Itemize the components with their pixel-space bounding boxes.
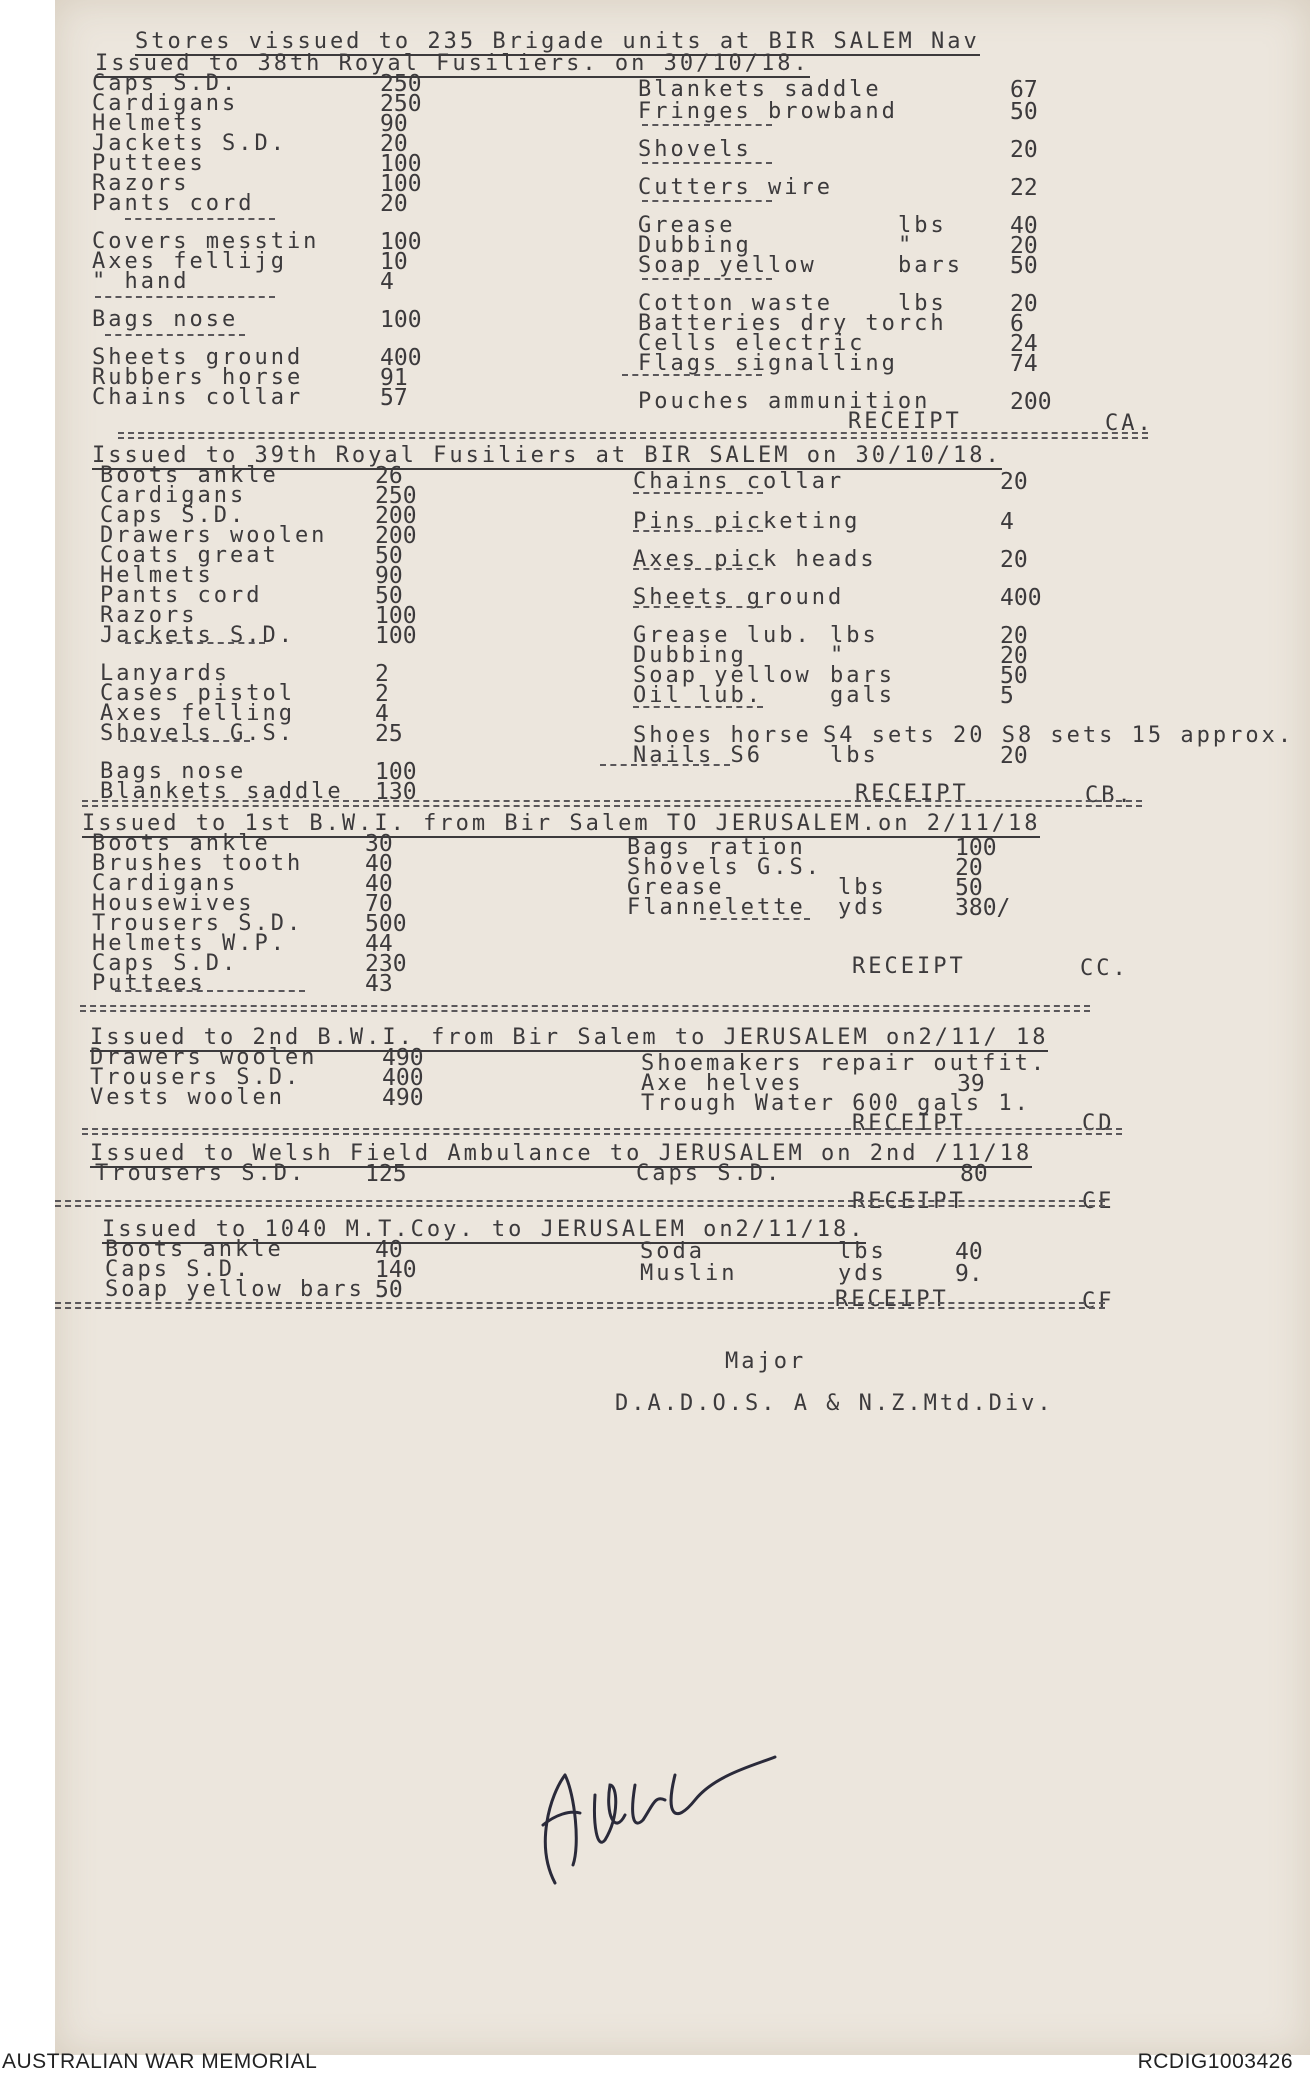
item-name: Axes pick heads <box>633 547 877 572</box>
dashed-rule <box>120 740 250 742</box>
page-title: Stores vissued to 235 Brigade units at BIR SALEM Nav <box>135 29 980 54</box>
dashed-rule <box>105 334 245 336</box>
item-quantity: 50 <box>1010 99 1038 125</box>
item-name: Axes felling <box>100 701 295 726</box>
receipt-label: RECEIPT <box>848 409 962 434</box>
item-name: Muslin <box>640 1261 738 1286</box>
dashed-rule <box>125 642 265 644</box>
item-name: Helmets <box>100 563 214 588</box>
double-rule <box>55 1200 1105 1207</box>
dashed-rule <box>633 492 763 494</box>
receipt-code: CA. <box>1105 411 1154 436</box>
item-name: Coats great <box>100 543 279 568</box>
signature-rank: Major <box>725 1349 807 1374</box>
item-name: Cardigans <box>100 483 247 508</box>
item-unit: " <box>830 643 847 668</box>
item-quantity: 25 <box>375 721 403 747</box>
item-name: " hand <box>92 269 190 294</box>
dashed-rule <box>600 764 730 766</box>
item-quantity: 50 <box>375 1277 403 1303</box>
item-quantity: 200 <box>1010 389 1052 415</box>
item-name: Sheets ground <box>92 345 304 370</box>
item-name: Pouches ammunition <box>638 389 931 414</box>
dashed-rule <box>642 162 772 164</box>
item-name: Cutters wire <box>638 175 833 200</box>
item-name: Shovels <box>638 137 752 162</box>
item-name: Fringes browband <box>638 99 898 124</box>
receipt-label: RECEIPT <box>852 1189 966 1214</box>
item-name: Blankets saddle <box>100 779 344 804</box>
item-name: Flags signalling <box>638 351 898 376</box>
item-quantity: 50 <box>375 543 403 569</box>
item-name: Dubbing <box>638 233 752 258</box>
item-name: Grease <box>638 213 736 238</box>
item-unit: lbs <box>898 291 947 316</box>
item-quantity: 20 <box>955 855 983 881</box>
dashed-rule <box>125 218 275 220</box>
item-name: Lanyards <box>100 661 230 686</box>
receipt-code: CD <box>1082 1111 1115 1136</box>
item-name: Puttees <box>92 971 206 996</box>
item-quantity: 20 <box>1000 469 1028 495</box>
item-quantity: 57 <box>380 385 408 411</box>
double-rule <box>82 800 1142 807</box>
item-name: Trousers S.D. <box>90 1065 302 1090</box>
item-quantity: 6 <box>1010 311 1024 337</box>
item-quantity: 200 <box>375 503 417 529</box>
dashed-rule <box>95 296 275 298</box>
item-quantity: 30 <box>365 831 393 857</box>
item-name: Trousers S.D. <box>95 1161 307 1186</box>
item-name: Puttees <box>92 151 206 176</box>
section-heading: Issued to 1040 M.T.Coy. to JERUSALEM on2/11/18. <box>102 1217 866 1242</box>
item-name: Soap yellow <box>638 253 817 278</box>
receipt-label: RECEIPT <box>852 1111 966 1136</box>
item-name: Grease lub. <box>633 623 812 648</box>
item-name: Trousers S.D. <box>92 911 304 936</box>
item-name: Jackets S.D. <box>92 131 287 156</box>
item-quantity: 39 <box>957 1071 985 1097</box>
item-quantity: 230 <box>365 951 407 977</box>
item-quantity: 44 <box>365 931 393 957</box>
item-quantity: 20 <box>1000 743 1028 769</box>
item-quantity: 380/ <box>955 895 1011 921</box>
receipt-code: CC. <box>1080 956 1129 981</box>
item-quantity: 40 <box>1010 213 1038 239</box>
item-name: Axe helves <box>641 1071 804 1096</box>
item-unit: gals <box>830 683 895 708</box>
item-name: Razors <box>92 171 190 196</box>
item-name: Pins picketing <box>633 509 861 534</box>
item-name: Cotton waste <box>638 291 833 316</box>
item-name: Nails S6 <box>633 743 763 768</box>
receipt-code: CB. <box>1085 783 1134 808</box>
item-name: Caps S.D. <box>100 503 247 528</box>
item-quantity: 20 <box>380 191 408 217</box>
item-unit: lbs <box>830 743 879 768</box>
item-quantity: 20 <box>1000 547 1028 573</box>
item-quantity: 2 <box>375 661 389 687</box>
item-name: Caps S.D. <box>105 1257 252 1282</box>
dashed-rule <box>642 200 772 202</box>
footer-record-id: RCDIG1003426 <box>1137 2050 1293 2073</box>
item-quantity: 50 <box>1010 253 1038 279</box>
item-name: Chains collar <box>92 385 304 410</box>
item-quantity: 100 <box>375 603 417 629</box>
item-name: Trough Water 600 gals 1. <box>641 1091 1031 1116</box>
item-quantity: 4 <box>1000 509 1014 535</box>
item-name: Shoes horse <box>633 723 812 748</box>
section-heading: Issued to 38th Royal Fusiliers. on 30/10/18. <box>95 51 810 76</box>
item-name: Oil lub. <box>633 683 763 708</box>
item-unit: lbs <box>830 623 879 648</box>
item-quantity: 100 <box>955 835 997 861</box>
item-quantity: 20 <box>380 131 408 157</box>
item-unit: lbs <box>838 1239 887 1264</box>
item-name: Grease <box>627 875 725 900</box>
item-quantity: 200 <box>375 523 417 549</box>
item-quantity: 400 <box>380 345 422 371</box>
item-quantity: 90 <box>380 111 408 137</box>
item-quantity: 91 <box>380 365 408 391</box>
receipt-label: RECEIPT <box>852 954 966 979</box>
item-quantity: 43 <box>365 971 393 997</box>
item-name: Cardigans <box>92 871 239 896</box>
item-quantity: 40 <box>365 871 393 897</box>
item-name: Shovels G.S. <box>100 721 295 746</box>
dashed-rule <box>642 278 772 280</box>
dashed-rule <box>700 918 810 920</box>
item-name: Brushes tooth <box>92 851 304 876</box>
item-quantity: 50 <box>375 583 403 609</box>
item-quantity: 10 <box>380 249 408 275</box>
item-name: Drawers woolen <box>100 523 328 548</box>
item-quantity: 250 <box>380 91 422 117</box>
dashed-rule <box>642 124 772 126</box>
section-heading: Issued to 39th Royal Fusiliers at BIR SALEM on 30/10/18. <box>92 443 1002 468</box>
item-unit: " <box>898 233 915 258</box>
item-name: Shovels G.S. <box>627 855 822 880</box>
item-quantity: 26 <box>375 463 403 489</box>
item-quantity: 100 <box>380 307 422 333</box>
item-quantity: 400 <box>382 1065 424 1091</box>
dashed-rule <box>633 530 763 532</box>
item-quantity: 90 <box>375 563 403 589</box>
section-heading: Issued to 1st B.W.I. from Bir Salem TO JERUSALEM.on 2/11/18 <box>82 811 1041 836</box>
item-name: Covers messtin <box>92 229 320 254</box>
item-quantity: 100 <box>375 623 417 649</box>
double-rule <box>118 432 1148 439</box>
item-quantity: 125 <box>365 1161 407 1187</box>
item-name: Pants cord <box>100 583 263 608</box>
item-quantity: 20 <box>1010 233 1038 259</box>
item-quantity: 50 <box>955 875 983 901</box>
item-name: Rubbers horse <box>92 365 304 390</box>
dashed-rule <box>633 568 763 570</box>
dashed-rule <box>622 374 762 376</box>
item-name: Cases pistol <box>100 681 295 706</box>
item-unit: yds <box>838 895 887 920</box>
item-quantity: 100 <box>380 229 422 255</box>
item-name: Dubbing <box>633 643 747 668</box>
handwritten-signature <box>525 1755 785 1905</box>
item-quantity: 20 <box>1010 137 1038 163</box>
item-name: Helmets W.P. <box>92 931 287 956</box>
item-quantity: 20 <box>1000 623 1028 649</box>
item-name: Soda <box>640 1239 705 1264</box>
dashed-rule <box>633 706 763 708</box>
item-name: Boots ankle <box>92 831 271 856</box>
dashed-rule <box>633 606 763 608</box>
item-name: Bags ration <box>627 835 806 860</box>
double-rule <box>80 1005 1090 1012</box>
item-quantity: 40 <box>365 851 393 877</box>
item-name: Housewives <box>92 891 255 916</box>
item-quantity: 5 <box>1000 683 1014 709</box>
item-name: Chains collar <box>633 469 845 494</box>
double-rule <box>82 1128 1122 1135</box>
item-unit: lbs <box>898 213 947 238</box>
item-name: Blankets saddle <box>638 77 882 102</box>
item-unit: lbs <box>838 875 887 900</box>
item-quantity: 67 <box>1010 77 1038 103</box>
item-name: Caps S.D. <box>92 951 239 976</box>
item-unit: bars <box>830 663 895 688</box>
receipt-label: RECEIPT <box>855 781 969 806</box>
item-quantity: 20 <box>1000 643 1028 669</box>
item-quantity: 9. <box>955 1261 983 1287</box>
item-name: Caps S.D. <box>636 1161 783 1186</box>
item-quantity: 24 <box>1010 331 1038 357</box>
item-quantity: 140 <box>375 1257 417 1283</box>
item-quantity: 40 <box>955 1239 983 1265</box>
item-quantity: 130 <box>375 779 417 805</box>
item-name: Drawers woolen <box>90 1045 318 1070</box>
item-quantity: 100 <box>380 151 422 177</box>
item-unit: S4 sets 20 S8 sets 15 approx. <box>823 723 1295 748</box>
item-quantity: 100 <box>375 759 417 785</box>
item-name: Cells electric <box>638 331 866 356</box>
item-quantity: 100 <box>380 171 422 197</box>
item-name: Bags nose <box>100 759 247 784</box>
section-heading: Issued to Welsh Field Ambulance to JERUSALEM on 2nd /11/18 <box>90 1141 1033 1166</box>
item-name: Razors <box>100 603 198 628</box>
item-name: Soap yellow bars <box>105 1277 365 1302</box>
item-unit: bars <box>898 253 963 278</box>
item-quantity: 22 <box>1010 175 1038 201</box>
item-name: Caps S.D. <box>92 71 239 96</box>
item-unit: yds <box>838 1261 887 1286</box>
signature-office: D.A.D.O.S. A & N.Z.Mtd.Div. <box>615 1391 1054 1416</box>
item-name: Flannelette <box>627 895 806 920</box>
item-name: Soap yellow <box>633 663 812 688</box>
footer-archive-name: AUSTRALIAN WAR MEMORIAL <box>2 2050 318 2073</box>
section-heading: Issued to 2nd B.W.I. from Bir Salem to JERUSALEM on2/11/ 18 <box>90 1025 1049 1050</box>
item-quantity: 400 <box>1000 585 1042 611</box>
item-name: Vests woolen <box>90 1085 285 1110</box>
item-quantity: 250 <box>380 71 422 97</box>
item-quantity: 80 <box>960 1161 988 1187</box>
dashed-rule <box>115 990 305 992</box>
item-name: Jackets S.D. <box>100 623 295 648</box>
item-quantity: 250 <box>375 483 417 509</box>
item-quantity: 500 <box>365 911 407 937</box>
item-name: Axes fellijg <box>92 249 287 274</box>
item-quantity: 4 <box>375 701 389 727</box>
item-name: Boots ankle <box>100 463 279 488</box>
item-quantity: 4 <box>380 269 394 295</box>
receipt-code: CE <box>1082 1189 1115 1214</box>
item-name: Bags nose <box>92 307 239 332</box>
item-quantity: 2 <box>375 681 389 707</box>
item-quantity: 74 <box>1010 351 1038 377</box>
item-name: Helmets <box>92 111 206 136</box>
item-quantity: 490 <box>382 1085 424 1111</box>
receipt-code: CF <box>1082 1289 1115 1314</box>
item-name: Sheets ground <box>633 585 845 610</box>
item-quantity: 70 <box>365 891 393 917</box>
item-quantity: 490 <box>382 1045 424 1071</box>
item-name: Batteries dry torch <box>638 311 947 336</box>
item-name: Boots ankle <box>105 1237 284 1262</box>
receipt-label: RECEIPT <box>835 1287 949 1312</box>
item-quantity: 50 <box>1000 663 1028 689</box>
double-rule <box>55 1302 1105 1309</box>
item-quantity: 20 <box>1010 291 1038 317</box>
item-name: Shoemakers repair outfit. <box>641 1051 1048 1076</box>
item-name: Cardigans <box>92 91 239 116</box>
item-name: Pants cord <box>92 191 255 216</box>
item-quantity: 40 <box>375 1237 403 1263</box>
